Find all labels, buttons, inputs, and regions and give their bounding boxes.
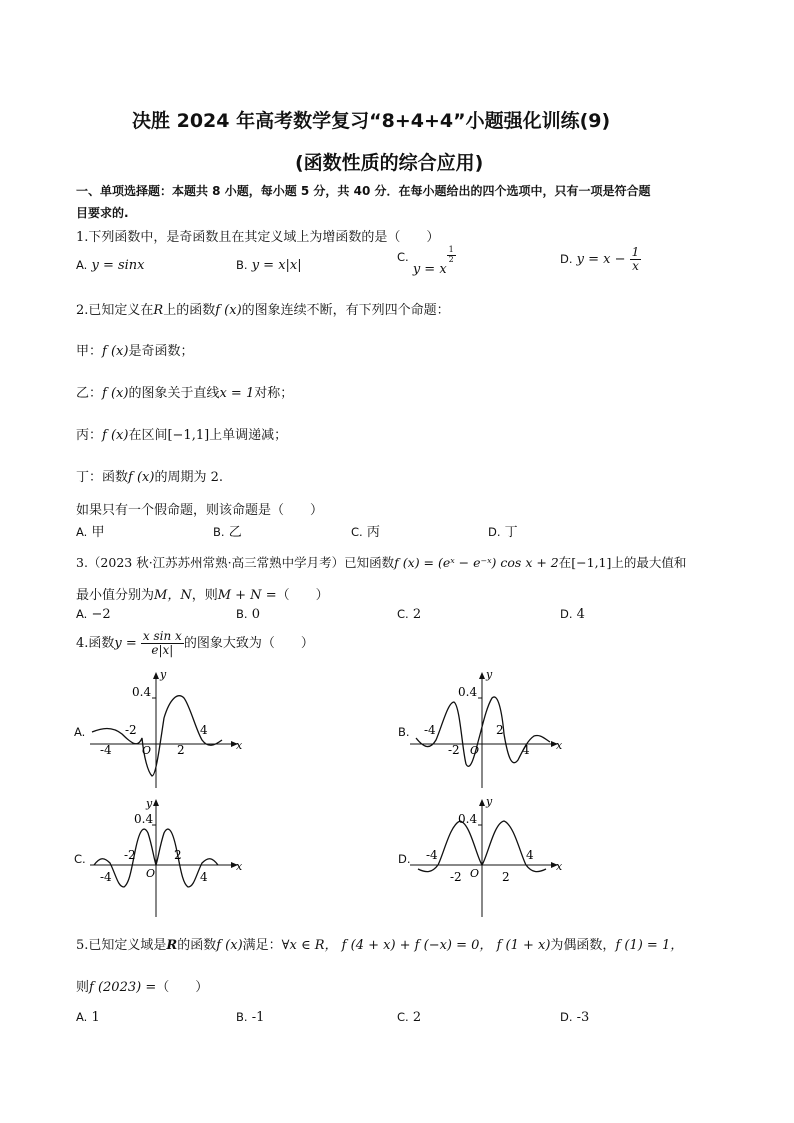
q2-stem: 2.已知定义在R上的函数f (x)的图象连续不断，有下列四个命题： <box>76 303 450 318</box>
q5-stem: 5.已知定义域是R的函数f (x)满足：∀x ∈ R， f (4 + x) + f (−x) = 0， f (1 + x)为偶函数，f (1) = 1， <box>76 938 684 953</box>
q4-option-b: B. <box>398 725 410 739</box>
svg-text:-2: -2 <box>125 723 137 737</box>
svg-text:0.4: 0.4 <box>134 812 154 826</box>
q2-option-c: C. 丙 <box>351 525 380 540</box>
svg-text:y: y <box>486 795 493 808</box>
y-axis-arrow <box>153 672 159 679</box>
q2-statement-jia: 甲：f (x)是奇函数； <box>76 344 194 359</box>
svg-text:y: y <box>486 668 493 681</box>
q2-statement-bing: 丙：f (x)在区间[−1,1]上单调递减； <box>76 428 288 443</box>
q3-option-b: B. 0 <box>236 607 260 622</box>
svg-text:0.4: 0.4 <box>132 685 152 699</box>
graph-a <box>90 668 250 788</box>
page-subtitle: (函数性质的综合应用) <box>295 152 484 174</box>
svg-text:O: O <box>142 744 152 757</box>
q5-option-a: A. 1 <box>76 1010 100 1025</box>
q4-option-c: C. <box>74 852 86 866</box>
section-heading: 一、单项选择题：本题共 8 小题，每小题 5 分，共 40 分．在每小题给出的四个选项中，只有一项是符合题 <box>76 184 651 198</box>
q1-option-a: A. y = sinx <box>76 258 145 273</box>
q2-statement-ding: 丁：函数f (x)的周期为 2. <box>76 470 223 485</box>
q2-option-d: D. 丁 <box>488 525 518 540</box>
q4-option-d: D. <box>398 852 411 866</box>
svg-text:-4: -4 <box>426 848 438 862</box>
svg-text:y: y <box>160 668 167 681</box>
graph-b <box>410 668 570 788</box>
svg-text:x: x <box>236 739 243 752</box>
svg-text:-2: -2 <box>124 848 136 862</box>
svg-text:x: x <box>236 860 243 873</box>
q4-stem: 4.函数y = $\frac{\text{x sin x}}{e|x|}$ 的图象大致为（ ） <box>76 629 314 658</box>
q1-stem: 1.下列函数中，是奇函数且在其定义域上为增函数的是（ ） <box>76 230 440 245</box>
q3-option-a: A. −2 <box>76 607 111 622</box>
svg-text:O: O <box>146 867 156 880</box>
svg-text:2: 2 <box>174 848 182 862</box>
svg-text:2: 2 <box>177 743 185 757</box>
q5-option-d: D. -3 <box>560 1010 590 1025</box>
q3-option-c: C. 2 <box>397 607 422 622</box>
y-axis-arrow <box>479 672 485 679</box>
q3-stem: 3.（2023 秋·江苏苏州常熟·高三常熟中学月考）已知函数f (x) = (eˣ − e⁻ˣ) cos x + 2在[−1,1]上的最大值和 <box>76 555 687 570</box>
svg-text:-2: -2 <box>450 870 462 884</box>
svg-text:x: x <box>556 860 563 873</box>
svg-text:4: 4 <box>200 870 208 884</box>
q1-option-c: C. y = x $\frac{1}{2}$ <box>397 245 454 277</box>
curve-b <box>416 697 550 766</box>
q4-option-a: A. <box>74 725 86 739</box>
svg-text:O: O <box>470 867 480 880</box>
svg-text:-4: -4 <box>100 870 112 884</box>
svg-text:2: 2 <box>502 870 510 884</box>
svg-text:-4: -4 <box>100 743 112 757</box>
svg-text:O: O <box>470 744 480 757</box>
q5-option-b: B. -1 <box>236 1010 265 1025</box>
graph-c <box>90 795 250 917</box>
q1-option-d: D. y = x − $\frac{1}{x}$ <box>560 245 640 274</box>
q3-stem-cont: 最小值分别为M，N，则M + N =（ ） <box>76 588 329 603</box>
q5-option-c: C. 2 <box>397 1010 422 1025</box>
q2-option-a: A. 甲 <box>76 525 105 540</box>
y-axis-arrow <box>479 799 485 806</box>
graph-d <box>410 795 570 917</box>
q1-option-b: B. y = x|x| <box>236 258 302 273</box>
svg-text:x: x <box>556 739 563 752</box>
svg-text:-2: -2 <box>448 743 460 757</box>
section-heading-cont: 目要求的. <box>76 206 129 220</box>
svg-text:4: 4 <box>200 723 208 737</box>
svg-text:-4: -4 <box>424 723 436 737</box>
q2-ask: 如果只有一个假命题，则该命题是（ ） <box>76 503 324 518</box>
page-title: 决胜 2024 年高考数学复习“8+4+4”小题强化训练(9) <box>132 110 611 132</box>
y-axis-arrow <box>153 799 159 806</box>
q2-option-b: B. 乙 <box>213 525 242 540</box>
q3-option-d: D. 4 <box>560 607 585 622</box>
svg-text:2: 2 <box>496 723 504 737</box>
q2-statement-yi: 乙：f (x)的图象关于直线x = 1对称； <box>76 386 294 401</box>
q5-stem-cont: 则f (2023) =（ ） <box>76 980 209 995</box>
svg-text:y: y <box>146 797 153 810</box>
svg-text:4: 4 <box>526 848 534 862</box>
svg-text:0.4: 0.4 <box>458 685 478 699</box>
svg-text:4: 4 <box>522 743 530 757</box>
svg-text:0.4: 0.4 <box>458 812 478 826</box>
